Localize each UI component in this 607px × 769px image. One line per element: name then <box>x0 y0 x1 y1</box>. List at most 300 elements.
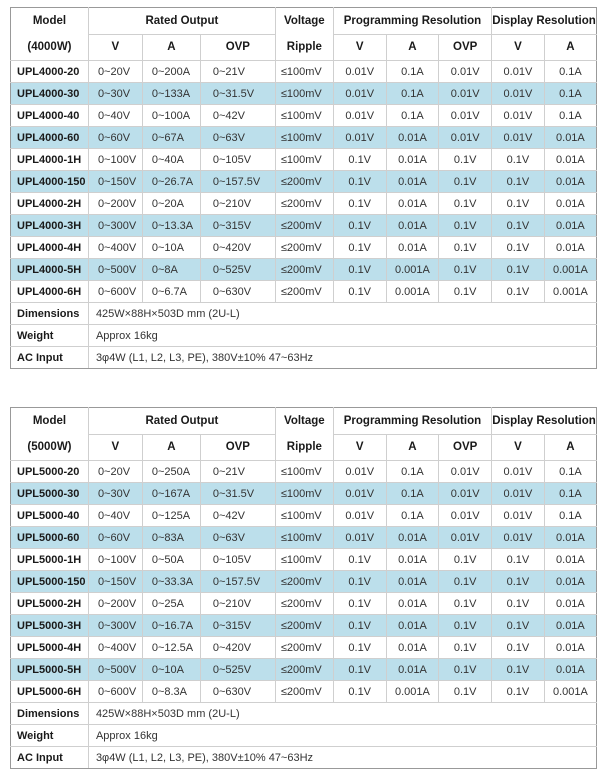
spec-cell: 0~33.3A <box>142 571 200 593</box>
spec-cell: 0.01V <box>492 527 545 549</box>
spec-cell: 0.1V <box>492 215 545 237</box>
spec-cell: 0~60V <box>88 527 142 549</box>
spec-cell: 0~6.7A <box>142 281 200 303</box>
model-header-line1: Model <box>32 15 67 27</box>
spec-cell: 0.1V <box>439 237 492 259</box>
spec-cell: ≤100mV <box>275 505 333 527</box>
spec-row <box>11 237 597 259</box>
spec-cell: 0.1V <box>492 171 545 193</box>
spec-cell: 0.1A <box>544 505 596 527</box>
spec-cell: 0.1V <box>439 615 492 637</box>
model-cell: UPL4000-20 <box>11 61 89 83</box>
model-cell: UPL4000-2H <box>11 193 89 215</box>
info-row <box>11 725 597 747</box>
spec-cell: 0.1V <box>439 171 492 193</box>
spec-cell: ≤200mV <box>275 193 333 215</box>
spec-cell: 0.01A <box>386 193 439 215</box>
spec-cell: 0~8.3A <box>142 681 200 703</box>
info-label: Weight <box>11 325 89 347</box>
rated-output-header: Rated Output <box>88 408 275 435</box>
spec-cell: 0.01A <box>386 127 439 149</box>
spec-cell: 0.01A <box>386 149 439 171</box>
spec-row <box>11 83 597 105</box>
spec-cell: 0.1V <box>333 681 386 703</box>
info-row <box>11 347 597 369</box>
spec-cell: 0.01V <box>439 461 492 483</box>
spec-cell: 0.01V <box>492 105 545 127</box>
spec-row <box>11 215 597 237</box>
spec-cell: ≤100mV <box>275 461 333 483</box>
spec-cell: 0.01V <box>492 505 545 527</box>
model-cell: UPL5000-3H <box>11 615 89 637</box>
spec-cell: 0.1V <box>492 593 545 615</box>
spec-cell: 0~60V <box>88 127 142 149</box>
spec-cell: 0.01V <box>492 61 545 83</box>
spec-cell: 0.1V <box>439 259 492 281</box>
spec-cell: 0~500V <box>88 259 142 281</box>
spec-cell: 0.1V <box>492 549 545 571</box>
spec-cell: 0.001A <box>544 281 596 303</box>
spec-row <box>11 505 597 527</box>
voltage-ripple-line2: Ripple <box>286 441 322 453</box>
spec-table-5000w <box>10 407 597 769</box>
spec-cell: 0~210V <box>200 593 275 615</box>
spec-cell: 0.01A <box>386 527 439 549</box>
spec-cell: 0~26.7A <box>142 171 200 193</box>
spec-cell: 0.01V <box>333 105 386 127</box>
spec-cell: 0~50A <box>142 549 200 571</box>
spec-cell: 0~42V <box>200 105 275 127</box>
model-cell: UPL4000-4H <box>11 237 89 259</box>
spec-cell: ≤100mV <box>275 127 333 149</box>
info-row <box>11 747 597 769</box>
info-value: 425W×88H×503D mm (2U-L) <box>88 703 596 725</box>
info-value: Approx 16kg <box>88 325 596 347</box>
header-group-row <box>11 8 597 35</box>
spec-cell: 0.1A <box>386 83 439 105</box>
spec-cell: 0~8A <box>142 259 200 281</box>
spec-cell: 0.001A <box>544 681 596 703</box>
model-column-header <box>11 8 89 61</box>
spec-cell: 0.01V <box>439 105 492 127</box>
model-cell: UPL4000-6H <box>11 281 89 303</box>
voltage-ripple-header <box>275 8 333 61</box>
spec-cell: 0~600V <box>88 281 142 303</box>
spec-row <box>11 637 597 659</box>
spec-cell: 0.01A <box>544 637 596 659</box>
spec-cell: 0.1V <box>492 571 545 593</box>
sub-header-v: V <box>333 434 386 461</box>
model-cell: UPL4000-40 <box>11 105 89 127</box>
spec-cell: 0.1A <box>544 461 596 483</box>
spec-cell: 0.001A <box>386 681 439 703</box>
model-cell: UPL4000-60 <box>11 127 89 149</box>
spec-cell: 0.01A <box>544 127 596 149</box>
info-value: Approx 16kg <box>88 725 596 747</box>
spec-cell: 0.01A <box>544 549 596 571</box>
spec-cell: 0.1V <box>333 237 386 259</box>
spec-cell: 0.1A <box>544 105 596 127</box>
sub-header-v: V <box>492 34 545 61</box>
spec-cell: 0.1V <box>439 593 492 615</box>
spec-cell: 0.1V <box>333 259 386 281</box>
info-row <box>11 703 597 725</box>
spec-row <box>11 659 597 681</box>
spec-cell: 0.01V <box>439 61 492 83</box>
spec-row <box>11 61 597 83</box>
spec-cell: 0.01V <box>439 483 492 505</box>
display-resolution-header: Display Resolution <box>492 408 597 435</box>
spec-cell: 0.1V <box>439 215 492 237</box>
spec-cell: 0.01V <box>439 127 492 149</box>
spec-cell: 0.001A <box>386 259 439 281</box>
spec-cell: 0~150V <box>88 571 142 593</box>
sub-header-a: A <box>142 34 200 61</box>
spec-cell: 0.1V <box>492 259 545 281</box>
spec-cell: 0.1V <box>439 281 492 303</box>
model-cell: UPL4000-1H <box>11 149 89 171</box>
spec-cell: 0.1V <box>333 615 386 637</box>
spec-cell: 0.1V <box>492 615 545 637</box>
spec-cell: 0~10A <box>142 237 200 259</box>
spec-cell: 0~21V <box>200 461 275 483</box>
spec-cell: 0~100V <box>88 149 142 171</box>
info-label: AC Input <box>11 747 89 769</box>
spec-row <box>11 527 597 549</box>
spec-cell: ≤100mV <box>275 527 333 549</box>
spec-cell: ≤200mV <box>275 615 333 637</box>
spec-cell: 0~157.5V <box>200 571 275 593</box>
spec-cell: 0.01A <box>544 659 596 681</box>
spec-cell: 0~133A <box>142 83 200 105</box>
spec-cell: 0.1V <box>333 281 386 303</box>
model-cell: UPL5000-1H <box>11 549 89 571</box>
model-cell: UPL5000-20 <box>11 461 89 483</box>
spec-cell: 0.01A <box>544 527 596 549</box>
spec-cell: 0.1A <box>386 505 439 527</box>
model-cell: UPL5000-60 <box>11 527 89 549</box>
model-cell: UPL4000-3H <box>11 215 89 237</box>
model-cell: UPL5000-4H <box>11 637 89 659</box>
spec-cell: 0~300V <box>88 615 142 637</box>
sub-header-v: V <box>492 434 545 461</box>
spec-cell: 0~420V <box>200 237 275 259</box>
spec-cell: 0~500V <box>88 659 142 681</box>
spec-cell: 0.01A <box>544 149 596 171</box>
spec-cell: 0~40V <box>88 105 142 127</box>
spec-cell: 0~600V <box>88 681 142 703</box>
spec-table-body <box>11 461 597 769</box>
model-column-header <box>11 408 89 461</box>
sub-header-ovp: OVP <box>200 34 275 61</box>
spec-cell: 0.1V <box>492 659 545 681</box>
model-header-line2: (5000W) <box>27 441 72 453</box>
spec-cell: 0~13.3A <box>142 215 200 237</box>
voltage-ripple-line1: Voltage <box>284 415 325 427</box>
spec-cell: 0.01V <box>492 483 545 505</box>
spec-cell: 0~63V <box>200 127 275 149</box>
model-cell: UPL4000-5H <box>11 259 89 281</box>
model-cell: UPL4000-30 <box>11 83 89 105</box>
spec-cell: 0.01A <box>386 549 439 571</box>
spec-cell: 0~250A <box>142 461 200 483</box>
spec-table-body <box>11 61 597 369</box>
spec-cell: 0~25A <box>142 593 200 615</box>
spec-cell: 0~31.5V <box>200 83 275 105</box>
spec-cell: 0.001A <box>386 281 439 303</box>
info-label: Dimensions <box>11 303 89 325</box>
info-value: 3φ4W (L1, L2, L3, PE), 380V±10% 47~63Hz <box>88 747 596 769</box>
spec-row <box>11 127 597 149</box>
model-cell: UPL5000-2H <box>11 593 89 615</box>
spec-row <box>11 571 597 593</box>
spec-cell: ≤100mV <box>275 149 333 171</box>
spec-row <box>11 105 597 127</box>
spec-cell: 0.01V <box>492 127 545 149</box>
spec-cell: 0.1V <box>333 549 386 571</box>
spec-cell: ≤100mV <box>275 83 333 105</box>
spec-cell: 0~40V <box>88 505 142 527</box>
programming-resolution-header: Programming Resolution <box>333 8 491 35</box>
spec-cell: 0.01A <box>544 571 596 593</box>
spec-row <box>11 681 597 703</box>
spec-cell: 0.1A <box>544 83 596 105</box>
sub-header-ovp: OVP <box>439 34 492 61</box>
spec-cell: 0.1V <box>333 193 386 215</box>
info-value: 425W×88H×503D mm (2U-L) <box>88 303 596 325</box>
voltage-ripple-line2: Ripple <box>286 41 322 53</box>
spec-cell: 0.1A <box>386 483 439 505</box>
spec-cell: 0~525V <box>200 659 275 681</box>
model-header-line1: Model <box>32 415 67 427</box>
spec-cell: 0.1V <box>492 637 545 659</box>
spec-cell: ≤200mV <box>275 281 333 303</box>
spec-cell: ≤200mV <box>275 637 333 659</box>
spec-cell: 0~20A <box>142 193 200 215</box>
spec-cell: 0.01V <box>333 461 386 483</box>
spec-cell: 0.1A <box>386 461 439 483</box>
spec-cell: 0~420V <box>200 637 275 659</box>
spec-cell: 0.1V <box>333 571 386 593</box>
spec-cell: 0~315V <box>200 615 275 637</box>
spec-row <box>11 483 597 505</box>
programming-resolution-header: Programming Resolution <box>333 408 491 435</box>
spec-table-4000w <box>10 7 597 369</box>
spec-cell: 0.01A <box>386 571 439 593</box>
spec-cell: 0.01A <box>544 215 596 237</box>
spec-cell: 0~100A <box>142 105 200 127</box>
spec-cell: 0.01V <box>439 527 492 549</box>
spec-cell: 0~31.5V <box>200 483 275 505</box>
spec-cell: 0.1V <box>492 281 545 303</box>
spec-cell: 0.01A <box>386 171 439 193</box>
spec-cell: 0~630V <box>200 681 275 703</box>
spec-cell: 0.01A <box>544 193 596 215</box>
spec-cell: 0.01V <box>333 83 386 105</box>
info-label: Dimensions <box>11 703 89 725</box>
spec-row <box>11 281 597 303</box>
spec-cell: 0~315V <box>200 215 275 237</box>
spec-cell: 0.1A <box>544 61 596 83</box>
model-cell: UPL5000-5H <box>11 659 89 681</box>
rated-output-header: Rated Output <box>88 8 275 35</box>
spec-cell: 0.01A <box>386 659 439 681</box>
spec-cell: 0~42V <box>200 505 275 527</box>
spec-row <box>11 549 597 571</box>
spec-cell: 0.01V <box>492 461 545 483</box>
header-group-row <box>11 408 597 435</box>
spec-cell: 0.1V <box>439 193 492 215</box>
spec-cell: 0.01A <box>386 215 439 237</box>
spec-cell: 0~16.7A <box>142 615 200 637</box>
spec-cell: 0~400V <box>88 637 142 659</box>
spec-cell: 0~150V <box>88 171 142 193</box>
spec-cell: ≤200mV <box>275 681 333 703</box>
spec-cell: ≤100mV <box>275 483 333 505</box>
voltage-ripple-line1: Voltage <box>284 15 325 27</box>
model-header-line2: (4000W) <box>27 41 72 53</box>
spec-cell: 0~21V <box>200 61 275 83</box>
spec-cell: 0.1V <box>333 149 386 171</box>
spec-cell: 0~83A <box>142 527 200 549</box>
spec-cell: 0.1A <box>544 483 596 505</box>
spec-cell: 0.01A <box>386 237 439 259</box>
spec-cell: 0.1V <box>439 149 492 171</box>
spec-row <box>11 593 597 615</box>
model-cell: UPL5000-30 <box>11 483 89 505</box>
spec-cell: ≤100mV <box>275 549 333 571</box>
spec-cell: 0~10A <box>142 659 200 681</box>
sub-header-ovp: OVP <box>439 434 492 461</box>
spec-cell: 0~200V <box>88 193 142 215</box>
spec-row <box>11 171 597 193</box>
spec-cell: 0.1V <box>492 237 545 259</box>
spec-cell: 0.01A <box>544 237 596 259</box>
spec-cell: 0~105V <box>200 149 275 171</box>
spec-cell: 0~525V <box>200 259 275 281</box>
spec-cell: 0~100V <box>88 549 142 571</box>
spec-cell: 0.01V <box>333 505 386 527</box>
spec-cell: 0.1V <box>333 215 386 237</box>
spec-cell: 0.01V <box>492 83 545 105</box>
spec-cell: ≤200mV <box>275 593 333 615</box>
sub-header-a: A <box>544 34 596 61</box>
spec-cell: ≤100mV <box>275 105 333 127</box>
spec-cell: ≤200mV <box>275 215 333 237</box>
sub-header-a: A <box>544 434 596 461</box>
sub-header-v: V <box>88 34 142 61</box>
spec-cell: 0~157.5V <box>200 171 275 193</box>
model-cell: UPL5000-150 <box>11 571 89 593</box>
spec-cell: 0~20V <box>88 461 142 483</box>
model-cell: UPL5000-40 <box>11 505 89 527</box>
info-value: 3φ4W (L1, L2, L3, PE), 380V±10% 47~63Hz <box>88 347 596 369</box>
spec-cell: 0~105V <box>200 549 275 571</box>
spec-cell: 0~400V <box>88 237 142 259</box>
spec-cell: 0~630V <box>200 281 275 303</box>
spec-cell: 0.01A <box>544 593 596 615</box>
spec-cell: 0~63V <box>200 527 275 549</box>
spec-cell: 0~167A <box>142 483 200 505</box>
spec-cell: 0.1V <box>333 659 386 681</box>
spec-cell: 0~30V <box>88 483 142 505</box>
spec-cell: 0.01V <box>439 505 492 527</box>
spec-cell: 0.1V <box>439 637 492 659</box>
spec-cell: ≤200mV <box>275 659 333 681</box>
spec-row <box>11 149 597 171</box>
sub-header-v: V <box>333 34 386 61</box>
spec-row <box>11 259 597 281</box>
spec-cell: ≤200mV <box>275 571 333 593</box>
spec-row <box>11 193 597 215</box>
display-resolution-header: Display Resolution <box>492 8 597 35</box>
voltage-ripple-header <box>275 408 333 461</box>
spec-cell: 0.01A <box>544 615 596 637</box>
spec-cell: 0.1V <box>439 681 492 703</box>
spec-row <box>11 615 597 637</box>
spec-cell: 0.1V <box>333 637 386 659</box>
sub-header-v: V <box>88 434 142 461</box>
spec-cell: 0.1V <box>492 193 545 215</box>
spec-cell: 0.01V <box>333 483 386 505</box>
spec-cell: 0~200A <box>142 61 200 83</box>
spec-cell: ≤200mV <box>275 171 333 193</box>
spec-cell: 0~40A <box>142 149 200 171</box>
spec-cell: 0.01V <box>333 127 386 149</box>
spec-cell: 0.01A <box>386 615 439 637</box>
model-cell: UPL4000-150 <box>11 171 89 193</box>
spec-cell: ≤200mV <box>275 259 333 281</box>
spec-cell: 0.1V <box>333 171 386 193</box>
spec-cell: 0.1V <box>439 659 492 681</box>
spec-cell: ≤100mV <box>275 61 333 83</box>
spec-cell: 0.01V <box>333 527 386 549</box>
spec-row <box>11 461 597 483</box>
spec-cell: 0.1V <box>333 593 386 615</box>
spec-cell: 0.1V <box>439 571 492 593</box>
spec-cell: 0.001A <box>544 259 596 281</box>
sub-header-a: A <box>142 434 200 461</box>
sub-header-ovp: OVP <box>200 434 275 461</box>
info-row <box>11 325 597 347</box>
spec-cell: 0.1A <box>386 105 439 127</box>
spec-cell: 0~20V <box>88 61 142 83</box>
spec-cell: 0~300V <box>88 215 142 237</box>
spec-cell: 0~30V <box>88 83 142 105</box>
spec-cell: 0~210V <box>200 193 275 215</box>
spec-cell: 0~125A <box>142 505 200 527</box>
info-label: Weight <box>11 725 89 747</box>
model-cell: UPL5000-6H <box>11 681 89 703</box>
spec-cell: 0.01A <box>386 593 439 615</box>
spec-cell: 0.1V <box>492 149 545 171</box>
spec-cell: 0.01A <box>386 637 439 659</box>
spec-cell: 0~12.5A <box>142 637 200 659</box>
spec-cell: 0.1V <box>439 549 492 571</box>
spec-cell: 0.01V <box>439 83 492 105</box>
info-row <box>11 303 597 325</box>
info-label: AC Input <box>11 347 89 369</box>
spec-cell: 0.01A <box>544 171 596 193</box>
spec-cell: 0~67A <box>142 127 200 149</box>
sub-header-a: A <box>386 434 439 461</box>
spec-cell: 0~200V <box>88 593 142 615</box>
sub-header-a: A <box>386 34 439 61</box>
spec-cell: 0.01V <box>333 61 386 83</box>
spec-cell: 0.1A <box>386 61 439 83</box>
spec-cell: 0.1V <box>492 681 545 703</box>
spec-cell: ≤200mV <box>275 237 333 259</box>
